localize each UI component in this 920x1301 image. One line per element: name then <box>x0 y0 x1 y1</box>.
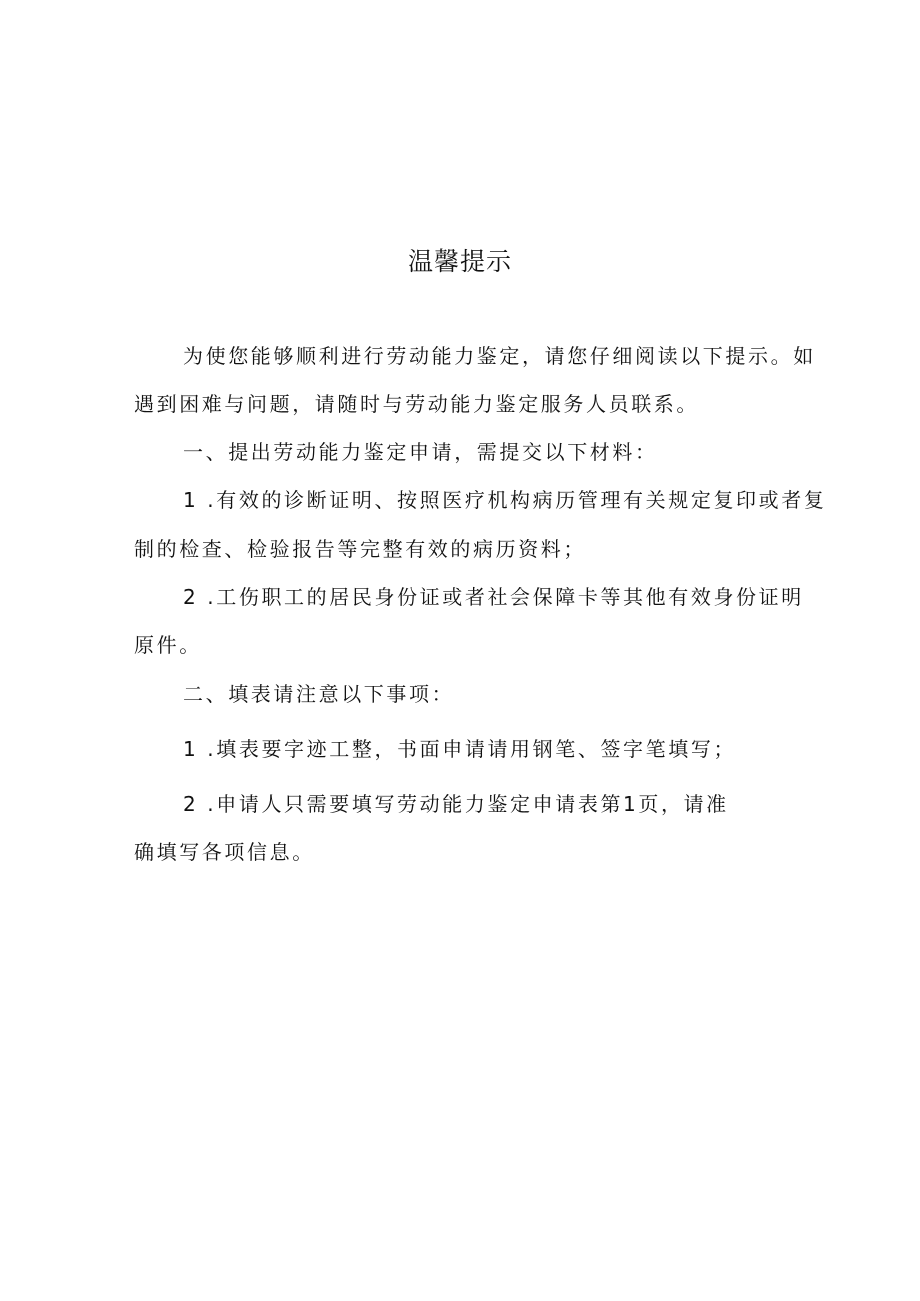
section2-item2-line-1: 2 .申请人只需要填写劳动能力鉴定申请表第1页，请准 <box>183 792 729 816</box>
section2-item2-line-2: 确填写各项信息。 <box>134 840 315 864</box>
section1-item2-line-2: 原件。 <box>134 633 202 657</box>
section2-item1: 1 .填表要字迹工整，书面申请请用钢笔、签字笔填写； <box>183 737 737 761</box>
section1-heading: 一、提出劳动能力鉴定申请，需提交以下材料： <box>183 440 658 464</box>
page-title: 温馨提示 <box>407 247 512 276</box>
section1-item1-line-1: 1 .有效的诊断证明、按照医疗机构病历管理有关规定复印或者复 <box>183 488 827 512</box>
section1-item2-line-1: 2 .工伤职工的居民身份证或者社会保障卡等其他有效身份证明 <box>183 585 804 609</box>
intro-line-1: 为使您能够顺利进行劳动能力鉴定，请您仔细阅读以下提示。如 <box>183 344 816 368</box>
intro-line-2: 遇到困难与问题，请随时与劳动能力鉴定服务人员联系。 <box>134 392 699 416</box>
section1-item1-line-2: 制的检查、检验报告等完整有效的病历资料； <box>134 537 586 561</box>
section2-heading: 二、填表请注意以下事项： <box>183 682 455 706</box>
